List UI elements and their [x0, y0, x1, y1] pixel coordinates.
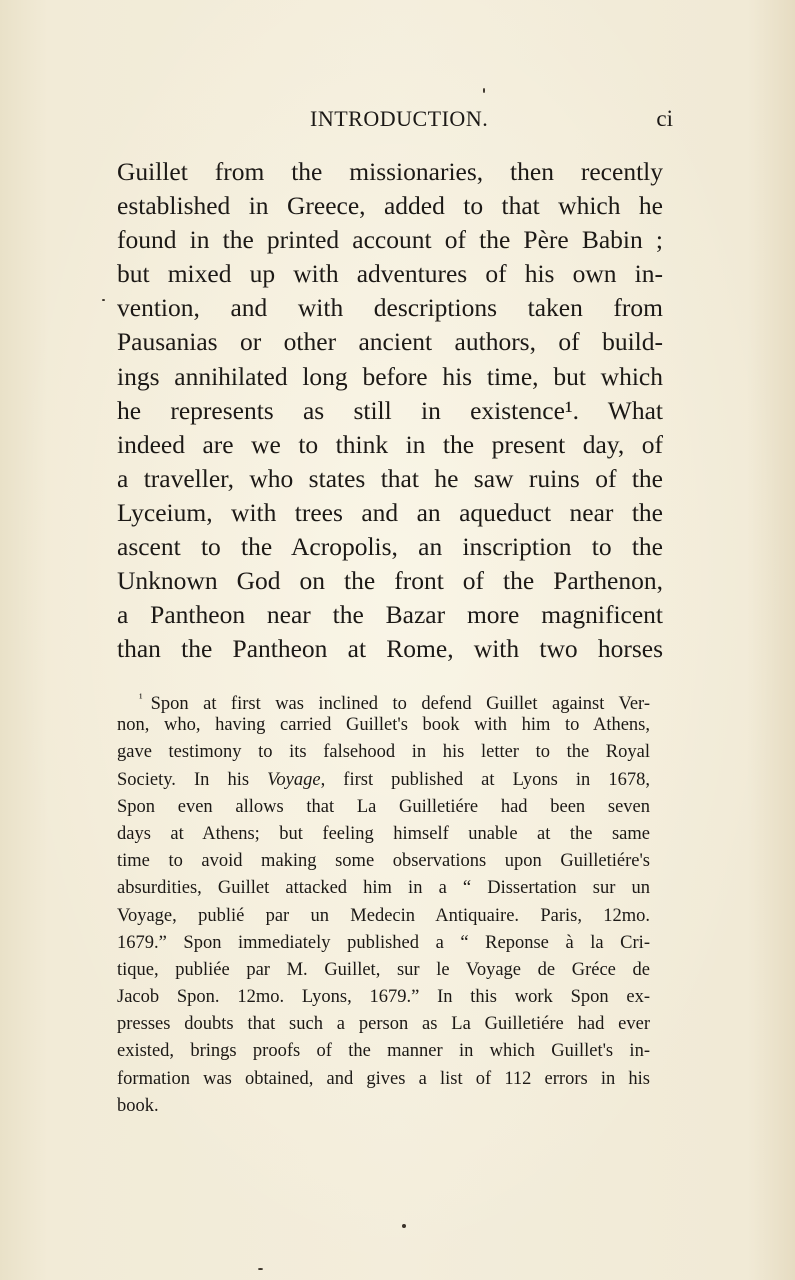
footnote-marker: ¹: [139, 691, 143, 705]
footnote-line: presses doubts that such a person as La Guilletiére had ever: [117, 1014, 650, 1035]
text-line: ascent to the Acropolis, an inscription to the: [117, 532, 663, 562]
text-line: indeed are we to think in the present day, of: [117, 429, 663, 459]
footnote-line: [117, 685, 650, 712]
italic-title: Voyage: [267, 769, 321, 790]
footnote-line: formation was obtained, and gives a list of 112 errors in his: [117, 1068, 650, 1089]
footnote-line: Society. In his Voyage, first published at Lyons in 1678,: [117, 769, 650, 790]
paper-speck: [483, 88, 485, 93]
footnote-line: existed, brings proofs of the manner in which Guillet's in-: [117, 1041, 650, 1062]
text-line: Unknown God on the front of the Parthenon,: [117, 566, 663, 596]
footnote-line: time to avoid making some observations upon Guilletiére's: [117, 851, 650, 872]
footnote-line: Voyage, publié par un Medecin Antiquaire. Paris, 12mo.: [117, 905, 650, 926]
running-head: INTRODUCTION.: [310, 106, 489, 131]
text-line: than the Pantheon at Rome, with two horses: [117, 634, 663, 664]
footnote: [117, 685, 650, 1120]
text-line: Guillet from the missionaries, then recently: [117, 157, 663, 186]
text-line: Lyceium, with trees and an aqueduct near the: [117, 497, 663, 527]
footnote-line: Spon even allows that La Guilletiére had been seven: [117, 796, 650, 817]
main-text: [117, 155, 663, 666]
text-line: ings annihilated long before his time, but which: [117, 361, 663, 391]
footnote-line: 1679.” Spon immediately published a “ Reponse à la Cri-: [117, 932, 650, 953]
footnote-line: tique, publiée par M. Guillet, sur le Voyage de Gréce de: [117, 959, 650, 980]
footnote-line: absurdities, Guillet attacked him in a “ Dissertation sur un: [117, 878, 650, 899]
paper-speck: [402, 1224, 406, 1228]
page-header: [117, 104, 673, 136]
text-line: he represents as still in existence¹. What: [117, 395, 663, 425]
text-line: found in the printed account of the Père Babin ;: [117, 225, 663, 255]
text-line: Pausanias or other ancient authors, of build-: [117, 327, 663, 357]
paper-speck: [102, 299, 105, 301]
footnote-text: Spon at first was inclined to defend Guillet against Ver-: [150, 694, 650, 714]
footnote-line: Jacob Spon. 12mo. Lyons, 1679.” In this work Spon ex-: [117, 987, 650, 1008]
text-line: vention, and with descriptions taken from: [117, 293, 663, 323]
footnote-line: book.: [117, 1095, 159, 1116]
footnote-line: gave testimony to its falsehood in his letter to the Royal: [117, 742, 650, 763]
text-line: but mixed up with adventures of his own in-: [117, 259, 663, 289]
paper-speck: [258, 1268, 263, 1270]
text-line: established in Greece, added to that which he: [117, 191, 663, 221]
text-line: a Pantheon near the Bazar more magnificent: [117, 600, 663, 630]
text-line: a traveller, who states that he saw ruins of the: [117, 463, 663, 493]
page-number: ci: [656, 106, 673, 131]
footnote-line: non, who, having carried Guillet's book with him to Athens,: [117, 715, 650, 736]
footnote-line: days at Athens; but feeling himself unable at the same: [117, 823, 650, 844]
